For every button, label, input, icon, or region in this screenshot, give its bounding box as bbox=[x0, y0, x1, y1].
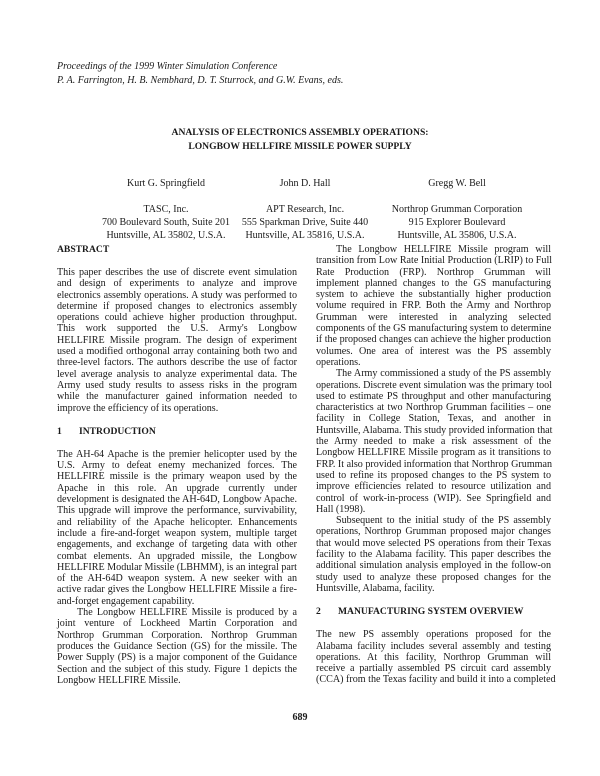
text-line: implement planned changes to the GS manufacturing bbox=[316, 277, 551, 289]
text-line: HELLFIRE Modular Missile (LBHMM), is an integral part bbox=[57, 561, 297, 573]
conference-name: Proceedings of the 1999 Winter Simulation Conference bbox=[57, 61, 278, 72]
author-city: Huntsville, AL 35816, U.S.A. bbox=[245, 230, 365, 241]
text-line: and design of experiments to analyze and improve bbox=[57, 278, 297, 290]
title-line-1: ANALYSIS OF ELECTRONICS ASSEMBLY OPERATIONS: bbox=[171, 127, 429, 138]
paragraph bbox=[316, 368, 551, 515]
text-line: Section and the subject of this study. Figure 1 depicts the bbox=[57, 663, 297, 675]
title-line-2: LONGBOW HELLFIRE MISSILE POWER SUPPLY bbox=[188, 141, 412, 152]
text-line: used to refine its proposed changes to the PS system to bbox=[316, 469, 551, 481]
text-line: additional simulation analysis employed in the follow-on bbox=[316, 560, 551, 572]
text-line: Apache in this role. An upgrade currently under bbox=[57, 482, 297, 494]
section-heading bbox=[57, 244, 297, 256]
author-city: Huntsville, AL 35802, U.S.A. bbox=[106, 230, 226, 241]
text-line: Longbow HELLFIRE Missile program as it transitions to bbox=[316, 447, 551, 459]
text-line: volume required in FRP. Both the Army and Northrop bbox=[316, 300, 551, 312]
section-number: 2 bbox=[316, 606, 321, 618]
text-line: control of work-in-process (WIP). See Springfield and bbox=[316, 492, 551, 504]
text-line: of the AH-64D weapon system. A new seeker with an bbox=[57, 573, 297, 585]
text-line: improve efficiencies related to resource utilization and bbox=[316, 481, 551, 493]
author-name: Kurt G. Springfield bbox=[126, 178, 206, 189]
author-org: APT Research, Inc. bbox=[265, 204, 345, 215]
author-address: 700 Boulevard South, Suite 201 bbox=[101, 217, 231, 228]
section-number: 1 bbox=[57, 425, 62, 437]
text-line: study used to analyze these proposed changes for the bbox=[316, 571, 551, 583]
text-line: (CCA) from the Texas facility and build it into a completed bbox=[316, 674, 556, 686]
text-line: The Longbow HELLFIRE Missile program will bbox=[336, 244, 551, 255]
paragraph bbox=[316, 629, 556, 686]
text-line: Power Supply (PS) is a major component of the Guidance bbox=[57, 652, 297, 664]
text-line: Alabama facility includes several assembly and testing bbox=[316, 640, 551, 652]
paper-title bbox=[0, 126, 600, 154]
text-line: operations. Discrete event simulation was the primary tool bbox=[316, 379, 553, 391]
text-line: FRP. It also provided information that Northrop Grumman bbox=[316, 458, 553, 470]
text-line: Hall (1998). bbox=[316, 503, 366, 515]
text-line: the Army needed to make a risk assessment of the bbox=[316, 436, 551, 448]
text-line: Longbow HELLFIRE Missile. bbox=[57, 674, 181, 686]
author-org: TASC, Inc. bbox=[143, 204, 189, 215]
author-name: Gregg W. Bell bbox=[428, 178, 486, 189]
text-line: while the manufacturer gained information needed to bbox=[57, 391, 297, 403]
text-line: Huntsville, Alabama, facility. bbox=[316, 582, 435, 594]
text-line: operations. bbox=[316, 356, 361, 368]
text-line: Northrop Grumman Corporation. Northrop Grumman bbox=[57, 629, 297, 641]
section-spacer bbox=[316, 594, 551, 606]
text-line: level average analysis to analyze experimental data. The bbox=[57, 368, 297, 380]
text-line: transition from Low Rate Initial Production (LRIP) to Full bbox=[316, 255, 553, 267]
text-line: active radar gives the Longbow HELLFIRE Missile a fire- bbox=[57, 584, 297, 596]
text-line: joint venture of Lockheed Martin Corporation and bbox=[57, 618, 297, 630]
author-name: John D. Hall bbox=[279, 178, 331, 189]
section-heading bbox=[316, 606, 551, 618]
text-line: The Army commissioned a study of the PS assembly bbox=[336, 368, 551, 380]
text-line: characteristics at two Northrop Grumman facilities – one bbox=[316, 402, 551, 414]
section-heading bbox=[57, 426, 297, 438]
left-column bbox=[57, 244, 297, 686]
text-line: operations could achieve higher production throughput. bbox=[57, 312, 297, 324]
text-line: U.S. Army to defeat enemy mechanized forces. The bbox=[57, 460, 297, 472]
text-line: and reliability of the Apache helicopter. Enhancements bbox=[57, 516, 297, 528]
text-line: Grumman were interested in analyzing selected bbox=[316, 311, 551, 323]
text-line: if the proposed changes can achieve the higher production bbox=[316, 334, 551, 346]
page-number: 689 bbox=[292, 712, 308, 723]
editors: P. A. Farrington, H. B. Nembhard, D. T. Sturrock, and G.W. Evans, eds. bbox=[57, 75, 344, 86]
text-line: HELLFIRE Missile program. The design of experiment bbox=[57, 334, 297, 346]
text-line: The new PS assembly operations proposed for the bbox=[316, 629, 551, 641]
text-line: facility to the Alabama facility. This paper describes the bbox=[316, 549, 551, 561]
text-line: used a modified orthogonal array containing both two and bbox=[57, 346, 297, 358]
section-spacer bbox=[57, 414, 297, 426]
text-line: determine if proposed changes to electronics assembly bbox=[57, 300, 297, 312]
text-line: development is designated the AH-64D, Longbow Apache. bbox=[57, 494, 297, 506]
text-line: and-forget engagement capability. bbox=[57, 595, 195, 607]
text-line: The AH-64 Apache is the premier helicopter used by the bbox=[57, 448, 297, 460]
text-line: electronics assembly operations. A study was performed to bbox=[57, 289, 297, 301]
text-line: HELLFIRE missile is the primary weapon used by the bbox=[57, 471, 297, 483]
text-line: This paper describes the use of discrete event simulation bbox=[57, 267, 297, 278]
paragraph bbox=[316, 515, 551, 594]
proceedings-header bbox=[57, 60, 343, 88]
text-line: Rate Production (FRP). Northrop Grumman will bbox=[316, 266, 551, 278]
text-line: This work supported the U.S. Army's Longbow bbox=[57, 323, 297, 335]
author-org: Northrop Grumman Corporation bbox=[391, 204, 523, 215]
text-line: system to achieve the substantially higher production bbox=[316, 289, 551, 301]
text-line: produces the Guidance Section (GS) for the missile. The bbox=[57, 640, 297, 652]
text-line: operations. At this facility, Northrop Grumman will bbox=[316, 651, 551, 663]
text-line: The Longbow HELLFIRE Missile is produced by a bbox=[77, 607, 297, 619]
text-line: Huntsville, Alabama. This study provided information that bbox=[316, 424, 553, 436]
text-line: engagements, and exchange of targeting data with other bbox=[57, 539, 297, 551]
text-line: operations, Northrop Grumman proposed major changes bbox=[316, 526, 551, 538]
paragraph bbox=[316, 244, 551, 368]
text-line: This upgrade will improve the performance, survivability, bbox=[57, 505, 297, 517]
text-line: Army used study results to assess risks in the program bbox=[57, 379, 297, 391]
text-line: components of the GS manufacturing system to determine bbox=[316, 323, 552, 335]
paragraph bbox=[57, 449, 297, 607]
text-line: facility in College Station, Texas, and another in bbox=[316, 413, 551, 425]
text-line: three-level factors. The authors describe the use of factor bbox=[57, 357, 297, 369]
section-title: ABSTRACT bbox=[57, 244, 110, 255]
text-line: improve the efficiency of its operations. bbox=[57, 402, 219, 414]
author-3 bbox=[357, 177, 557, 242]
section-title: INTRODUCTION bbox=[79, 425, 156, 437]
text-line: receive a partially assembled PS circuit card assembly bbox=[316, 663, 551, 675]
text-line: include a fire-and-forget weapon system, multiple target bbox=[57, 527, 297, 539]
text-line: Subsequent to the initial study of the PS assembly bbox=[336, 515, 551, 527]
section-title: MANUFACTURING SYSTEM OVERVIEW bbox=[338, 606, 524, 618]
paragraph bbox=[57, 267, 297, 414]
paragraph bbox=[57, 607, 297, 686]
author-city: Huntsville, AL 35806, U.S.A. bbox=[397, 230, 517, 241]
right-column bbox=[316, 244, 556, 686]
text-line: combat elements. An upgraded missile, the Longbow bbox=[57, 550, 297, 562]
text-line: that would move selected PS operations from their Texas bbox=[316, 537, 551, 549]
text-line: used to estimate PS throughput and other manufacturing bbox=[316, 390, 551, 402]
text-line: volumes. One area of interest was the PS assembly bbox=[316, 345, 551, 357]
author-address: 555 Sparkman Drive, Suite 440 bbox=[241, 217, 369, 228]
author-address: 915 Explorer Boulevard bbox=[408, 217, 506, 228]
